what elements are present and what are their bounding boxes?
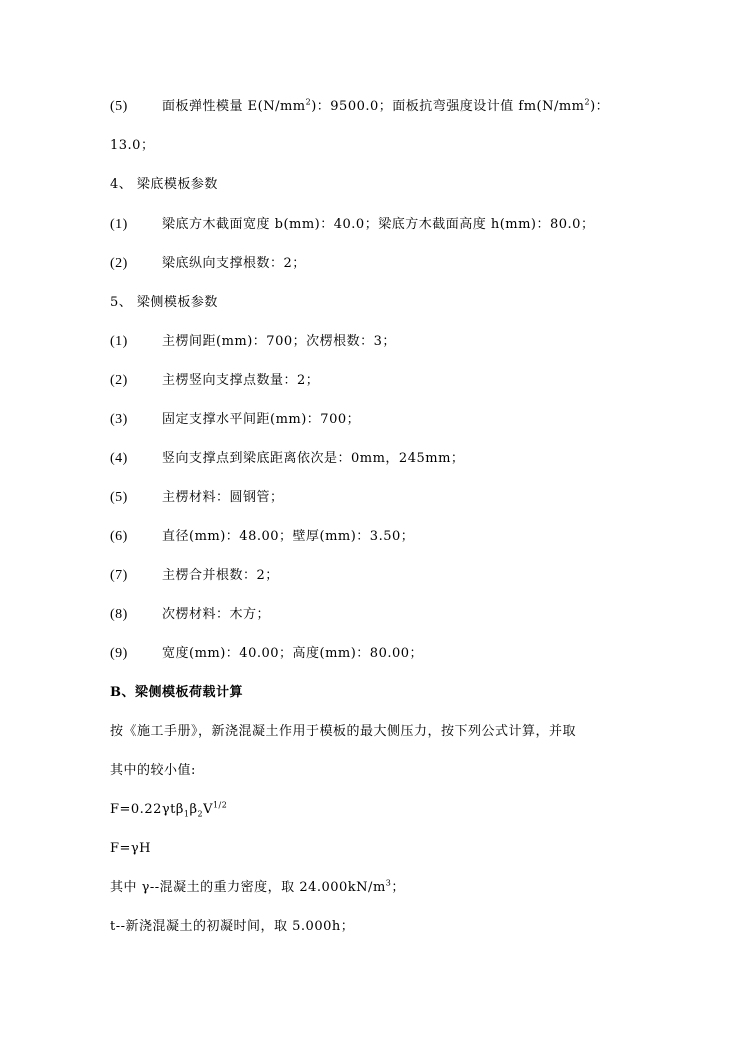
- superscript: 2: [584, 97, 591, 107]
- s5-item-6: [110, 528, 414, 546]
- paragraph-1: 按《施工手册》，新浇混凝土作用于模板的最大侧压力，按下列公式计算，并取: [110, 724, 577, 739]
- item-number: (1): [110, 217, 128, 232]
- item-text: 次楞材料：木方；: [162, 607, 271, 622]
- item-text: 主楞材料：圆钢管；: [162, 490, 284, 505]
- item-number: (1): [110, 334, 128, 349]
- subscript: 2: [197, 809, 204, 819]
- formula-part: V: [203, 802, 213, 817]
- section-5-title: 5、 梁侧模板参数: [110, 295, 218, 310]
- s5-item-9: [110, 645, 423, 663]
- item-text: 面板弹性模量 E(N/mm: [162, 99, 306, 114]
- item-text: 竖向支撑点到梁底距离依次是：0mm，245mm；: [162, 451, 465, 466]
- subscript: 1: [183, 809, 190, 819]
- item-text-end: )：: [590, 99, 610, 114]
- item-number: (5): [110, 99, 128, 114]
- s5-item-3: [110, 411, 360, 429]
- s5-item-2: [110, 372, 319, 390]
- item-text: 主楞合并根数：2；: [162, 568, 279, 583]
- superscript: 3: [385, 878, 392, 888]
- item-text: 直径(mm)：48.00；壁厚(mm)：3.50；: [162, 529, 415, 544]
- item-text-mid: )：9500.0；面板抗弯强度设计值 fm(N/mm: [311, 99, 585, 114]
- item-number: (3): [110, 412, 128, 427]
- item-text: 宽度(mm)：40.00；高度(mm)：80.00；: [162, 646, 424, 661]
- item-number: (9): [110, 646, 128, 661]
- s5-item-1: [110, 333, 396, 351]
- formula-1: [110, 801, 227, 819]
- item-text: 固定支撑水平间距(mm)：700；: [162, 412, 361, 427]
- param-line-p5-cont: 13.0；: [110, 138, 155, 153]
- item-number: (7): [110, 568, 128, 583]
- where-end: ；: [391, 880, 405, 895]
- item-number: (4): [110, 451, 128, 466]
- item-number: (2): [110, 256, 128, 271]
- item-number: (5): [110, 490, 128, 505]
- param-line-p5: [110, 98, 609, 116]
- item-text: 主楞间距(mm)：700；次楞根数：3；: [162, 334, 396, 349]
- where-t: t--新浇混凝土的初凝时间，取 5.000h；: [110, 919, 355, 934]
- section-4-title: 4、 梁底模板参数: [110, 177, 218, 192]
- formula-part: β: [189, 802, 198, 817]
- formula-2: F=γH: [110, 841, 152, 856]
- s4-item-2: [110, 255, 306, 273]
- heading-b: B、梁侧模板荷载计算: [110, 685, 243, 700]
- s5-item-7: [110, 567, 279, 585]
- superscript: 1/2: [212, 800, 228, 810]
- paragraph-1-cont: 其中的较小值:: [110, 763, 196, 778]
- where-gamma: [110, 879, 405, 897]
- item-number: (6): [110, 529, 128, 544]
- s5-item-5: [110, 489, 284, 507]
- s5-item-4: [110, 450, 464, 468]
- s4-item-1: [110, 216, 594, 234]
- item-number: (2): [110, 373, 128, 388]
- formula-part: F=0.22γtβ: [110, 802, 184, 817]
- item-text: 梁底纵向支撑根数：2；: [162, 256, 306, 271]
- s5-item-8: [110, 606, 270, 624]
- item-number: (8): [110, 607, 128, 622]
- superscript: 2: [305, 97, 312, 107]
- where-text: 其中 γ--混凝土的重力密度，取 24.000kN/m: [110, 880, 386, 895]
- item-text: 主楞竖向支撑点数量：2；: [162, 373, 320, 388]
- item-text: 梁底方木截面宽度 b(mm)：40.0；梁底方木截面高度 h(mm)：80.0；: [162, 217, 595, 232]
